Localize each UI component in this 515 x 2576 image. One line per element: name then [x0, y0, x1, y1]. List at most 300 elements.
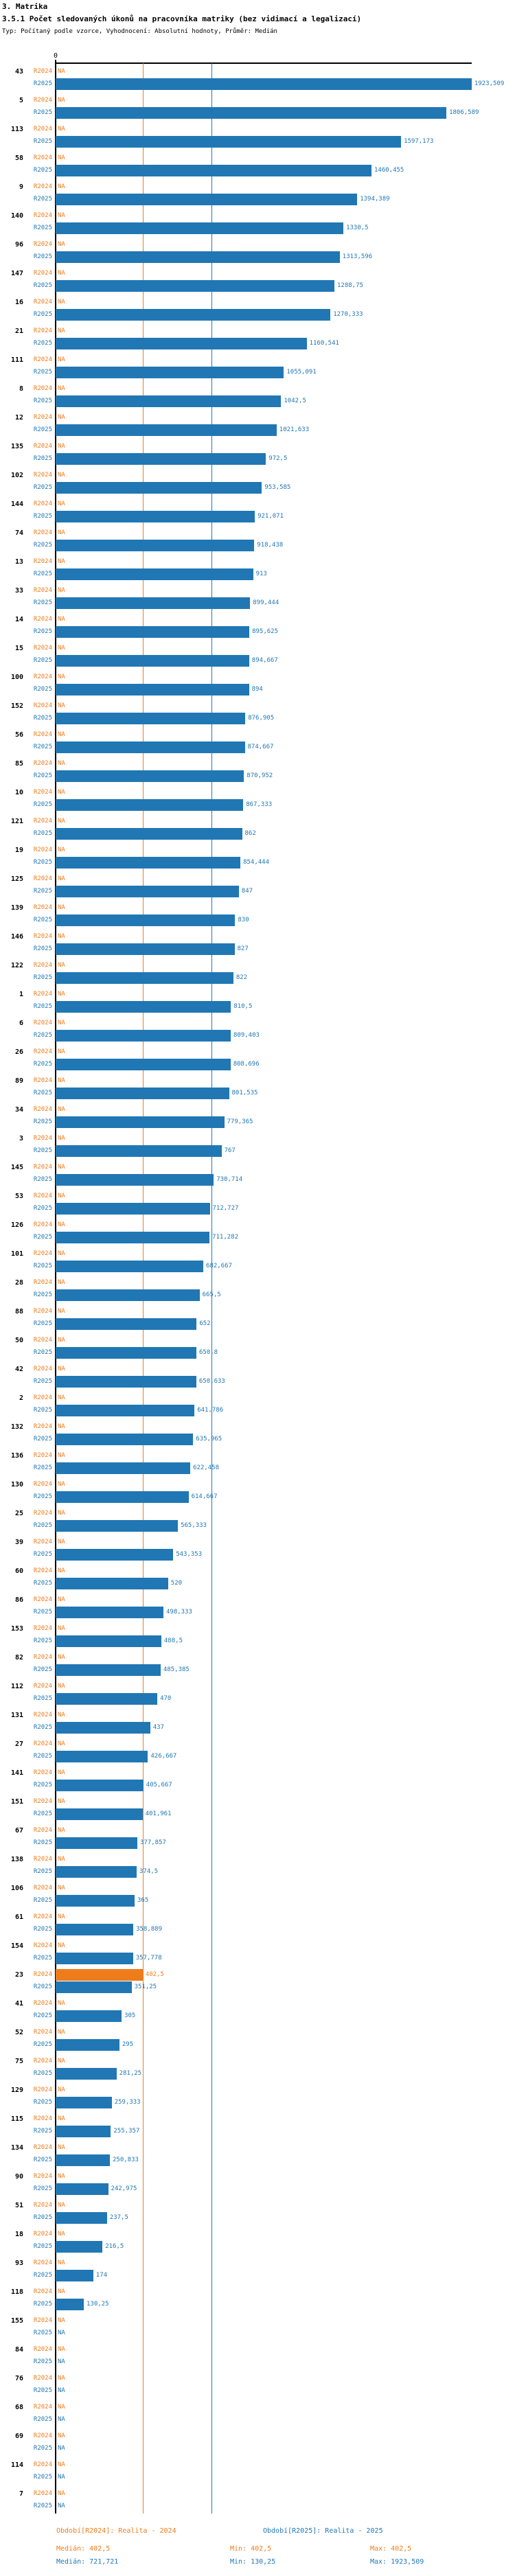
- na-label-r2024: NA: [58, 1740, 65, 1747]
- series-label-r2025: R2025: [33, 2041, 52, 2048]
- chart-row-group: [0, 844, 515, 869]
- na-label-r2024: NA: [58, 2404, 65, 2411]
- series-row-r2024: [0, 2257, 515, 2269]
- series-label-r2024: R2024: [33, 674, 52, 680]
- bar-r2025: [56, 684, 249, 695]
- series-row-r2024: [0, 2430, 515, 2442]
- series-label-r2025: R2025: [33, 167, 52, 174]
- series-row-r2024: [0, 1738, 515, 1750]
- series-label-r2024: R2024: [33, 1221, 52, 1228]
- bar-r2025: [56, 568, 253, 580]
- chart-row-group: [0, 1738, 515, 1762]
- series-label-r2024: R2024: [33, 270, 52, 277]
- chart-rows: [0, 66, 515, 2517]
- value-label-r2025: 874,667: [247, 744, 274, 750]
- bar-r2025: [56, 1981, 132, 1993]
- series-row-r2025: [0, 2414, 515, 2426]
- series-label-r2025: R2025: [33, 1407, 52, 1414]
- series-row-r2024: [0, 95, 515, 106]
- series-label-r2024: R2024: [33, 962, 52, 969]
- series-row-r2024: [0, 181, 515, 193]
- series-label-r2024: R2024: [33, 1712, 52, 1718]
- value-label-r2025: 1394,389: [360, 196, 390, 203]
- row-id-label: 121: [10, 818, 23, 825]
- row-id-label: 26: [14, 1048, 23, 1056]
- series-row-r2025: [0, 1347, 515, 1359]
- row-id-label: 146: [10, 933, 23, 941]
- chart-row-group: [0, 1969, 515, 1993]
- value-label-r2025: 216,5: [105, 2243, 124, 2250]
- series-row-r2025: [0, 2039, 515, 2051]
- series-label-r2024: R2024: [33, 1366, 52, 1372]
- axis-zero-label: 0: [53, 52, 58, 60]
- series-row-r2024: [0, 1710, 515, 1721]
- value-label-r2025: 614,667: [191, 1493, 218, 1500]
- chart-row-group: [0, 2084, 515, 2108]
- na-label-r2024: NA: [58, 2288, 65, 2295]
- bar-r2025: [56, 1693, 157, 1705]
- series-row-r2025: [0, 1174, 515, 1186]
- na-label-r2024: NA: [58, 1221, 65, 1228]
- series-row-r2024: [0, 700, 515, 712]
- chart-row-group: [0, 1681, 515, 1705]
- na-label-r2024: NA: [58, 731, 65, 738]
- row-id-label: 9: [19, 183, 23, 191]
- value-label-r2025: 1270,333: [333, 311, 363, 318]
- series-label-r2024: R2024: [33, 847, 52, 853]
- series-row-r2025: [0, 1953, 515, 1964]
- series-label-r2025: R2025: [33, 628, 52, 635]
- series-label-r2024: R2024: [33, 1740, 52, 1747]
- na-label-r2024: NA: [58, 2086, 65, 2093]
- series-label-r2025: R2025: [33, 1839, 52, 1846]
- series-row-r2024: [0, 1969, 515, 1981]
- series-label-r2025: R2025: [33, 599, 52, 606]
- bar-r2025: [56, 1664, 161, 1676]
- series-label-r2024: R2024: [33, 1164, 52, 1171]
- na-label-r2024: NA: [58, 1452, 65, 1459]
- chart-row-group: [0, 383, 515, 407]
- series-row-r2024: [0, 1191, 515, 1202]
- series-label-r2025: R2025: [33, 1320, 52, 1327]
- series-label-r2024: R2024: [33, 1654, 52, 1661]
- na-label-r2024: NA: [58, 875, 65, 882]
- row-id-label: 84: [14, 2346, 23, 2354]
- na-label-r2024: NA: [58, 991, 65, 998]
- chart-row-group: [0, 1652, 515, 1676]
- series-label-r2025: R2025: [33, 2272, 52, 2279]
- value-label-r2025: 174: [95, 2272, 108, 2279]
- na-label-r2024: NA: [58, 1135, 65, 1142]
- chart-row-group: [0, 441, 515, 465]
- chart-row-group: [0, 1508, 515, 1532]
- na-label-r2024: NA: [58, 2029, 65, 2036]
- na-label-r2024: NA: [58, 1913, 65, 1920]
- series-row-r2025: [0, 1405, 515, 1416]
- series-row-r2024: [0, 2056, 515, 2067]
- value-label-r2025: 259,333: [114, 2099, 141, 2106]
- series-row-r2025: [0, 1116, 515, 1128]
- value-label-r2025: 250,833: [113, 2157, 139, 2163]
- chart-row-group: [0, 1364, 515, 1388]
- series-label-r2024: R2024: [33, 2259, 52, 2266]
- value-label-r2025: 682,667: [206, 1263, 232, 1269]
- na-label-r2024: NA: [58, 1106, 65, 1113]
- chart-row-group: [0, 1075, 515, 1099]
- row-id-label: 85: [14, 760, 23, 768]
- value-label-r2025: 635,965: [196, 1436, 222, 1442]
- value-label-r2025: 899,444: [253, 599, 279, 606]
- row-id-label: 23: [14, 1971, 23, 1979]
- na-label-r2025: NA: [58, 2416, 65, 2423]
- chart-row-group: [0, 181, 515, 205]
- series-label-r2025: R2025: [33, 801, 52, 808]
- series-label-r2024: R2024: [33, 1481, 52, 1488]
- row-id-label: 111: [10, 356, 23, 364]
- row-id-label: 2: [19, 1394, 23, 1402]
- row-id-label: 140: [10, 212, 23, 220]
- chart-row-group: [0, 700, 515, 724]
- series-row-r2024: [0, 1104, 515, 1116]
- na-label-r2024: NA: [58, 1048, 65, 1055]
- series-label-r2025: R2025: [33, 109, 52, 116]
- series-row-r2025: [0, 2472, 515, 2483]
- na-label-r2024: NA: [58, 818, 65, 825]
- series-label-r2024: R2024: [33, 1683, 52, 1690]
- series-row-r2025: [0, 626, 515, 638]
- row-id-label: 114: [10, 2461, 23, 2469]
- na-label-r2024: NA: [58, 2058, 65, 2065]
- series-row-r2024: [0, 297, 515, 308]
- na-label-r2024: NA: [58, 1885, 65, 1891]
- value-label-r2025: 305: [124, 2012, 136, 2019]
- chart-row-group: [0, 325, 515, 349]
- chart-row-group: [0, 2344, 515, 2368]
- na-label-r2024: NA: [58, 1942, 65, 1949]
- na-label-r2024: NA: [58, 501, 65, 507]
- series-label-r2025: R2025: [33, 340, 52, 347]
- row-id-label: 90: [14, 2173, 23, 2181]
- na-label-r2024: NA: [58, 1366, 65, 1372]
- series-label-r2025: R2025: [33, 1118, 52, 1125]
- chart-row-group: [0, 66, 515, 90]
- series-row-r2024: [0, 268, 515, 279]
- bar-r2025: [56, 136, 401, 148]
- series-label-r2025: R2025: [33, 1897, 52, 1904]
- na-label-r2024: NA: [58, 1394, 65, 1401]
- na-label-r2024: NA: [58, 68, 65, 75]
- row-id-label: 141: [10, 1769, 23, 1777]
- series-row-r2025: [0, 972, 515, 984]
- row-id-label: 112: [10, 1683, 23, 1690]
- series-label-r2024: R2024: [33, 327, 52, 334]
- row-id-label: 88: [14, 1308, 23, 1315]
- value-label-r2025: 1160,541: [309, 340, 339, 347]
- row-id-label: 50: [14, 1337, 23, 1344]
- chart-row-group: [0, 1825, 515, 1849]
- na-label-r2024: NA: [58, 1654, 65, 1661]
- series-label-r2025: R2025: [33, 369, 52, 376]
- series-row-r2024: [0, 758, 515, 770]
- row-id-label: 25: [14, 1510, 23, 1517]
- chart-row-group: [0, 1162, 515, 1186]
- series-label-r2025: R2025: [33, 1234, 52, 1241]
- series-row-r2025: [0, 107, 515, 119]
- series-label-r2024: R2024: [33, 1971, 52, 1978]
- series-label-r2025: R2025: [33, 2503, 52, 2509]
- value-label-r2025: 622,458: [193, 1464, 220, 1471]
- chart-row-group: [0, 297, 515, 321]
- na-label-r2024: NA: [58, 1250, 65, 1257]
- series-row-r2025: [0, 741, 515, 753]
- chart-row-group: [0, 1306, 515, 1330]
- series-label-r2024: R2024: [33, 1913, 52, 1920]
- series-row-r2025: [0, 2385, 515, 2397]
- series-label-r2024: R2024: [33, 472, 52, 479]
- row-id-label: 21: [14, 327, 23, 335]
- row-id-label: 68: [14, 2404, 23, 2411]
- series-row-r2024: [0, 2113, 515, 2125]
- chart-row-group: [0, 1940, 515, 1964]
- series-row-r2024: [0, 1825, 515, 1837]
- chart-row-group: [0, 1623, 515, 1647]
- legend-r2025: Období[R2025]: Realita - 2025: [263, 2527, 383, 2535]
- series-label-r2024: R2024: [33, 1135, 52, 1142]
- value-label-r2025: 712,727: [212, 1205, 239, 1212]
- series-label-r2024: R2024: [33, 1452, 52, 1459]
- series-label-r2025: R2025: [33, 513, 52, 520]
- series-row-r2024: [0, 787, 515, 798]
- series-row-r2025: [0, 1289, 515, 1301]
- series-label-r2024: R2024: [33, 1510, 52, 1517]
- series-label-r2024: R2024: [33, 760, 52, 767]
- chart-row-group: [0, 1796, 515, 1820]
- na-label-r2024: NA: [58, 241, 65, 248]
- na-label-r2024: NA: [58, 2461, 65, 2468]
- bar-r2025: [56, 1059, 231, 1070]
- series-row-r2025: [0, 1866, 515, 1878]
- row-id-label: 28: [14, 1279, 23, 1287]
- row-id-label: 139: [10, 904, 23, 912]
- chart-row-group: [0, 1479, 515, 1503]
- series-label-r2025: R2025: [33, 1464, 52, 1471]
- series-row-r2024: [0, 1940, 515, 1952]
- series-label-r2025: R2025: [33, 225, 52, 231]
- series-label-r2025: R2025: [33, 772, 52, 779]
- series-label-r2025: R2025: [33, 571, 52, 577]
- series-label-r2024: R2024: [33, 558, 52, 565]
- stat-min-r2025: Min: 130,25: [230, 2558, 276, 2566]
- chart-row-group: [0, 1537, 515, 1561]
- series-row-r2024: [0, 989, 515, 1000]
- value-label-r2025: 1021,633: [279, 426, 310, 433]
- series-row-r2024: [0, 1335, 515, 1346]
- series-row-r2025: [0, 453, 515, 465]
- na-label-r2024: NA: [58, 1856, 65, 1863]
- bar-r2025: [56, 1808, 143, 1820]
- chart-row-group: [0, 2113, 515, 2137]
- na-label-r2024: NA: [58, 558, 65, 565]
- na-label-r2024: NA: [58, 1423, 65, 1430]
- series-row-r2025: [0, 684, 515, 695]
- value-label-r2025: 1042,5: [284, 398, 306, 404]
- chart-row-group: [0, 152, 515, 176]
- series-label-r2025: R2025: [33, 1724, 52, 1731]
- na-label-r2024: NA: [58, 904, 65, 911]
- value-label-r2025: 357,778: [135, 1955, 162, 1962]
- series-label-r2025: R2025: [33, 1032, 52, 1039]
- row-id-label: 136: [10, 1452, 23, 1460]
- series-row-r2024: [0, 1046, 515, 1058]
- chart-row-group: [0, 931, 515, 955]
- value-label-r2025: 520: [170, 1580, 183, 1587]
- series-row-r2025: [0, 2299, 515, 2310]
- bar-r2025: [56, 1318, 196, 1330]
- series-row-r2024: [0, 2286, 515, 2298]
- series-label-r2025: R2025: [33, 2185, 52, 2192]
- series-label-r2024: R2024: [33, 1567, 52, 1574]
- series-row-r2025: [0, 2212, 515, 2224]
- chart-row-group: [0, 1248, 515, 1272]
- series-label-r2025: R2025: [33, 2474, 52, 2481]
- value-label-r2025: 295: [122, 2041, 134, 2048]
- series-label-r2025: R2025: [33, 917, 52, 923]
- series-label-r2024: R2024: [33, 2404, 52, 2411]
- value-label-r2025: 543,353: [176, 1551, 203, 1558]
- na-label-r2024: NA: [58, 1798, 65, 1805]
- chart-row-group: [0, 1710, 515, 1734]
- series-row-r2024: [0, 66, 515, 78]
- row-id-label: 16: [14, 299, 23, 306]
- value-label-r2025: 767: [224, 1147, 236, 1154]
- na-label-r2024: NA: [58, 299, 65, 306]
- axis-top-line: [55, 62, 472, 64]
- series-row-r2024: [0, 383, 515, 395]
- series-row-r2024: [0, 1133, 515, 1145]
- row-id-label: 67: [14, 1827, 23, 1835]
- value-label-r2025: 867,333: [246, 801, 273, 808]
- row-id-label: 33: [14, 587, 23, 595]
- na-label-r2024: NA: [58, 1683, 65, 1690]
- bar-r2025: [56, 1491, 189, 1503]
- series-row-r2025: [0, 568, 515, 580]
- series-label-r2024: R2024: [33, 616, 52, 623]
- series-row-r2025: [0, 511, 515, 522]
- value-label-r2025: 437: [152, 1724, 164, 1731]
- series-row-r2025: [0, 655, 515, 667]
- bar-r2025: [56, 2299, 84, 2310]
- chart-row-group: [0, 1277, 515, 1301]
- chart-row-group: [0, 1450, 515, 1474]
- series-label-r2024: R2024: [33, 126, 52, 133]
- bar-r2025: [56, 1376, 196, 1388]
- series-row-r2025: [0, 1780, 515, 1791]
- series-row-r2024: [0, 671, 515, 683]
- series-row-r2024: [0, 239, 515, 251]
- series-row-r2025: [0, 799, 515, 811]
- series-row-r2024: [0, 873, 515, 885]
- chart-row-group: [0, 268, 515, 292]
- bar-r2025: [56, 2270, 93, 2281]
- bar-r2025: [56, 1837, 137, 1849]
- na-label-r2024: NA: [58, 1567, 65, 1574]
- stat-median-r2025: Medián: 721,721: [56, 2558, 119, 2566]
- bar-r2025: [56, 1405, 194, 1416]
- na-label-r2024: NA: [58, 847, 65, 853]
- row-id-label: 75: [14, 2058, 23, 2065]
- row-id-label: 13: [14, 558, 23, 566]
- series-row-r2025: [0, 1837, 515, 1849]
- series-row-r2024: [0, 844, 515, 856]
- series-row-r2024: [0, 1767, 515, 1779]
- series-row-r2024: [0, 1219, 515, 1231]
- value-label-r2025: 365: [137, 1897, 149, 1904]
- na-label-r2024: NA: [58, 212, 65, 219]
- bar-r2025: [56, 2154, 110, 2166]
- series-label-r2024: R2024: [33, 212, 52, 219]
- row-id-label: 115: [10, 2115, 23, 2123]
- series-row-r2025: [0, 1693, 515, 1705]
- chart-row-group: [0, 2430, 515, 2454]
- series-label-r2025: R2025: [33, 1090, 52, 1096]
- row-id-label: 6: [19, 1020, 23, 1027]
- na-label-r2024: NA: [58, 2173, 65, 2180]
- series-row-r2025: [0, 1376, 515, 1388]
- series-label-r2025: R2025: [33, 1637, 52, 1644]
- bar-r2025: [56, 1289, 200, 1301]
- chart-row-group: [0, 758, 515, 782]
- bar-r2025: [56, 857, 240, 869]
- bar-r2025: [56, 2039, 119, 2051]
- na-label-r2024: NA: [58, 1827, 65, 1834]
- value-label-r2025: 358,889: [136, 1926, 163, 1933]
- bar-r2025: [56, 1347, 196, 1359]
- series-row-r2025: [0, 222, 515, 234]
- series-row-r2025: [0, 367, 515, 378]
- series-row-r2025: [0, 2500, 515, 2512]
- value-label-r2025: 870,952: [247, 772, 273, 779]
- bar-r2025: [56, 1520, 178, 1532]
- value-label-r2025: 808,696: [233, 1061, 260, 1068]
- value-label-r2025: 854,444: [243, 859, 270, 866]
- series-row-r2025: [0, 886, 515, 897]
- value-label-r2025: 779,365: [227, 1118, 253, 1125]
- chart-row-group: [0, 1392, 515, 1416]
- series-label-r2025: R2025: [33, 1263, 52, 1269]
- series-row-r2025: [0, 2183, 515, 2195]
- chart-row-group: [0, 2056, 515, 2080]
- row-id-label: 7: [19, 2490, 23, 2498]
- chart-row-group: [0, 2257, 515, 2281]
- chart-row-group: [0, 2027, 515, 2051]
- value-label-r2025: 809,403: [233, 1032, 260, 1039]
- series-label-r2025: R2025: [33, 859, 52, 866]
- series-row-r2025: [0, 1318, 515, 1330]
- series-label-r2024: R2024: [33, 2115, 52, 2122]
- series-label-r2024: R2024: [33, 1048, 52, 1055]
- row-id-label: 14: [14, 616, 23, 623]
- series-label-r2025: R2025: [33, 398, 52, 404]
- series-label-r2024: R2024: [33, 2375, 52, 2382]
- series-label-r2024: R2024: [33, 1279, 52, 1286]
- bar-r2025: [56, 1030, 231, 1042]
- na-label-r2024: NA: [58, 270, 65, 277]
- bar-r2025: [56, 1145, 222, 1157]
- row-id-label: 151: [10, 1798, 23, 1806]
- chart-row-group: [0, 1133, 515, 1157]
- series-label-r2024: R2024: [33, 2346, 52, 2353]
- series-row-r2025: [0, 78, 515, 90]
